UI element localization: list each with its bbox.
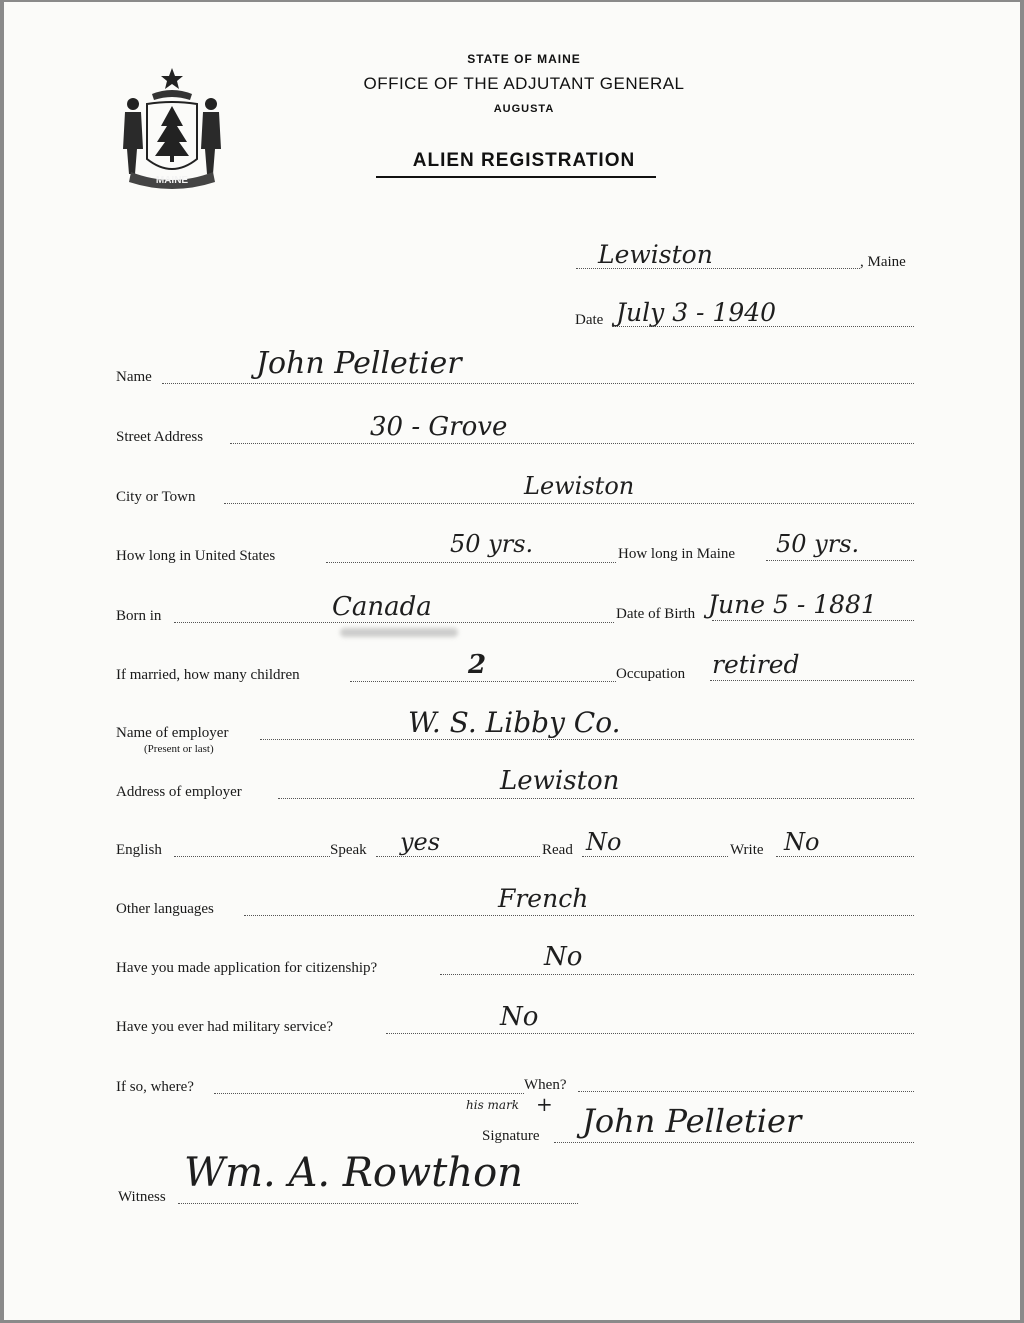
name-value: John Pelletier — [256, 346, 462, 381]
write-line — [776, 856, 914, 857]
signature-line — [554, 1142, 914, 1143]
born-in-line — [174, 622, 614, 623]
how-long-us-label: How long in United States — [116, 548, 276, 564]
witness-value: Wm. A. Rowthon — [184, 1150, 523, 1196]
how-long-us-value: 50 yrs. — [450, 530, 534, 558]
employer-address-label: Address of employer — [116, 784, 242, 800]
place-value: Lewiston — [598, 240, 713, 269]
read-value: No — [586, 828, 622, 856]
read-label: Read — [542, 842, 573, 858]
ink-smudge — [340, 628, 458, 637]
mark-cross-icon: + — [536, 1092, 553, 1116]
how-long-maine-label: How long in Maine — [618, 546, 736, 562]
street-line — [230, 443, 914, 444]
military-label: Have you ever had military service? — [116, 1019, 333, 1035]
write-value: No — [784, 828, 820, 856]
state-heading: STATE OF MAINE — [467, 52, 581, 66]
city-heading: AUGUSTA — [493, 103, 555, 115]
employer-address-line — [278, 798, 914, 799]
employer-line — [260, 739, 914, 740]
military-line — [386, 1033, 914, 1034]
name-label: Name — [116, 369, 152, 385]
citizenship-value: No — [544, 942, 583, 972]
how-long-maine-value: 50 yrs. — [776, 530, 860, 558]
signature-label: Signature — [482, 1128, 540, 1144]
where-line — [214, 1093, 524, 1094]
children-label: If married, how many children — [116, 667, 300, 683]
speak-line — [376, 856, 540, 857]
title-underline — [376, 176, 656, 178]
speak-label: Speak — [330, 842, 367, 858]
date-value: July 3 - 1940 — [616, 298, 777, 327]
maine-label: , Maine — [860, 254, 906, 270]
employer-label: Name of employer — [116, 725, 229, 741]
born-in-label: Born in — [116, 608, 162, 624]
how-long-us-line — [326, 562, 616, 563]
born-in-value: Canada — [332, 592, 432, 622]
date-of-birth-value: June 5 - 1881 — [708, 590, 877, 619]
office-heading: OFFICE OF THE ADJUTANT GENERAL — [363, 74, 685, 93]
employer-value: W. S. Libby Co. — [408, 706, 621, 739]
citizenship-label: Have you made application for citizenship? — [116, 960, 378, 976]
military-value: No — [500, 1002, 539, 1032]
how-long-maine-line — [766, 560, 914, 561]
witness-line — [178, 1203, 578, 1204]
when-label: When? — [524, 1077, 567, 1093]
if-so-where-label: If so, where? — [116, 1079, 194, 1095]
english-line — [174, 856, 330, 857]
city-label: City or Town — [116, 489, 196, 505]
street-label: Street Address — [116, 429, 204, 445]
occupation-label: Occupation — [616, 666, 686, 682]
witness-label: Witness — [118, 1189, 166, 1205]
occupation-line — [710, 680, 914, 681]
write-label: Write — [730, 842, 764, 858]
signature-value: John Pelletier — [582, 1102, 802, 1140]
seal-banner-text: MAINE — [155, 175, 189, 186]
date-of-birth-line — [712, 620, 914, 621]
other-languages-value: French — [498, 884, 589, 913]
form-title: ALIEN REGISTRATION — [412, 150, 636, 171]
city-value: Lewiston — [524, 472, 635, 500]
read-line — [582, 856, 728, 857]
street-value: 30 - Grove — [370, 412, 508, 442]
when-line — [578, 1091, 914, 1092]
name-line — [162, 383, 914, 384]
children-line — [350, 681, 616, 682]
city-line — [224, 503, 914, 504]
citizenship-line — [440, 974, 914, 975]
employer-sublabel: (Present or last) — [144, 743, 214, 755]
other-languages-label: Other languages — [116, 901, 214, 917]
employer-address-value: Lewiston — [500, 766, 620, 796]
other-languages-line — [244, 915, 914, 916]
date-of-birth-label: Date of Birth — [616, 606, 696, 622]
children-value: 2 — [468, 650, 487, 680]
date-label: Date — [575, 312, 604, 328]
occupation-value: retired — [712, 650, 800, 679]
registration-form — [4, 2, 1020, 1320]
english-label: English — [116, 842, 162, 858]
speak-value: yes — [400, 828, 441, 856]
his-mark-note: his mark — [466, 1098, 520, 1112]
